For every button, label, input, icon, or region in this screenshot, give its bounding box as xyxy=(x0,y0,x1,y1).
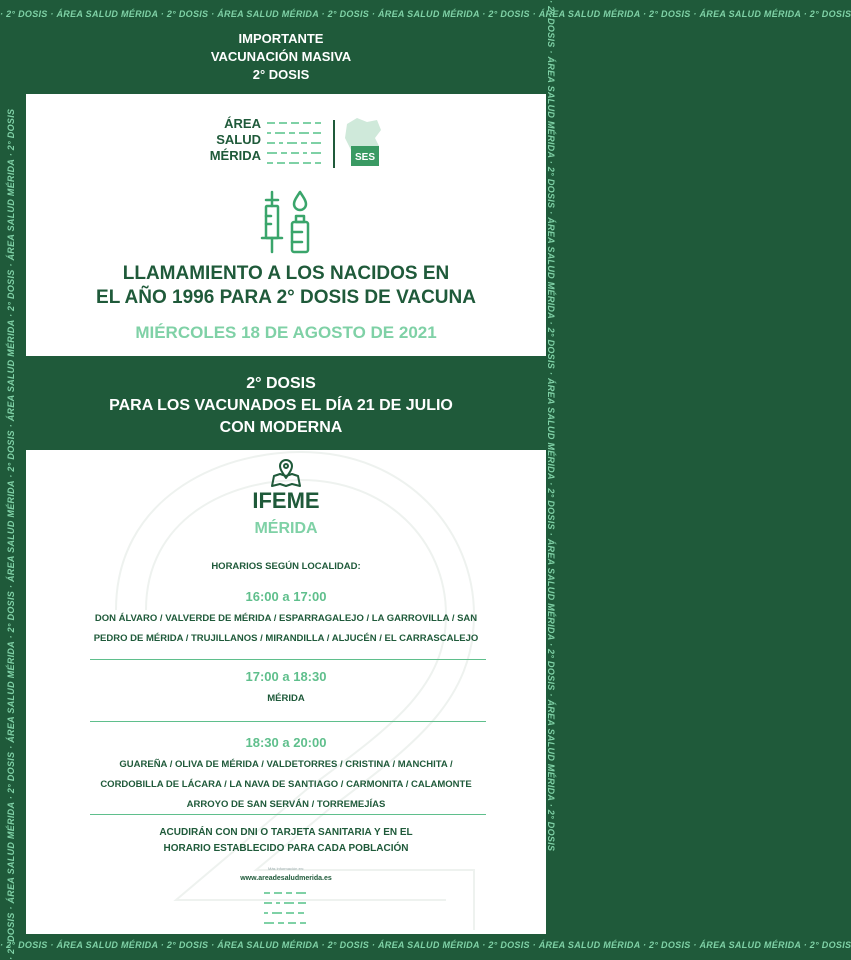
slot-towns-line: GUAREÑA / OLIVA DE MÉRIDA / VALDETORRES / CRISTINA / MANCHITA / xyxy=(119,759,453,770)
header-line-3: 2° DOSIS xyxy=(252,67,310,82)
logo-wordmark xyxy=(191,116,261,164)
announcement-panel xyxy=(26,94,546,356)
schedule-heading: HORARIOS SEGÚN LOCALIDAD: xyxy=(211,561,361,572)
ses-extremadura-logo xyxy=(341,116,387,168)
dots-pattern-icon xyxy=(264,890,308,930)
announcement-date: MIÉRCOLES 18 DE AGOSTO DE 2021 xyxy=(135,323,437,342)
slot-time: 17:00 a 18:30 xyxy=(245,669,327,684)
divider xyxy=(90,659,486,660)
slot-towns-line: MÉRIDA xyxy=(267,693,305,704)
slot-towns-line: DON ÁLVARO / VALVERDE DE MÉRIDA / ESPARRAGALEJO / LA GARROVILLA / SAN xyxy=(94,613,478,624)
time-slot xyxy=(46,588,526,649)
announcement-line-1: LLAMAMIENTO A LOS NACIDOS EN xyxy=(122,263,450,284)
announcement-title xyxy=(26,262,546,310)
border-right-text: · 2° DOSIS · ÁREA SALUD MÉRIDA · 2° DOSIS · ÁREA SALUD MÉRIDA · 2° DOSIS · ÁREA SALUD MÉRIDA · 2° DOSIS · ÁREA SALUD MÉRIDA · 2° DOSIS · ÁREA SALUD MÉRIDA · 2° DOSIS xyxy=(546,0,556,852)
slot-towns-line: CORDOBILLA DE LÁCARA / LA NAVA DE SANTIAGO / CARMONITA / CALAMONTE xyxy=(100,779,472,790)
band-line-3: CON MODERNA xyxy=(219,419,343,436)
note-line-1: ACUDIRÁN CON DNI O TARJETA SANITARIA Y EN EL xyxy=(159,827,413,838)
poster-header xyxy=(22,30,540,92)
schedule-panel xyxy=(26,450,546,934)
logo-line-3: MÉRIDA xyxy=(209,148,261,163)
dots-pattern-icon xyxy=(265,120,325,166)
more-info-label: Más información en: xyxy=(267,866,304,871)
divider xyxy=(90,814,486,815)
venue-name: IFEME xyxy=(252,488,320,513)
syringe-vial-icon xyxy=(258,190,318,258)
logo-divider xyxy=(333,120,335,168)
border-bottom-text: · 2° DOSIS · ÁREA SALUD MÉRIDA · 2° DOSIS · ÁREA SALUD MÉRIDA · 2° DOSIS · ÁREA SALUD MÉRIDA · 2° DOSIS · ÁREA SALUD MÉRIDA · 2° DOSIS · ÁREA SALUD MÉRIDA · 2° DOSIS xyxy=(0,940,851,950)
note-line-2: HORARIO ESTABLECIDO PARA CADA POBLACIÓN xyxy=(163,843,409,854)
divider xyxy=(90,721,486,722)
slot-towns xyxy=(46,755,526,815)
time-slot xyxy=(46,734,526,815)
slot-towns xyxy=(46,609,526,649)
slot-time: 18:30 a 20:00 xyxy=(245,735,327,750)
map-pin-icon xyxy=(270,458,302,488)
header-line-2: VACUNACIÓN MASIVA xyxy=(210,49,352,64)
header-line-1: IMPORTANTE xyxy=(238,31,324,46)
slot-time: 16:00 a 17:00 xyxy=(245,589,327,604)
slot-towns-line: ARROYO DE SAN SERVÁN / TORREMEJÍAS xyxy=(186,799,386,810)
border-left xyxy=(0,0,22,960)
band-line-1: 2° DOSIS xyxy=(246,375,316,392)
announcement-line-2: EL AÑO 1996 PARA 2° DOSIS DE VACUNA xyxy=(96,287,476,308)
website-link[interactable]: www.areadesaludmerida.es xyxy=(240,875,332,882)
band-line-2: PARA LOS VACUNADOS EL DÍA 21 DE JULIO xyxy=(109,397,453,414)
border-left-text: · 2° DOSIS · ÁREA SALUD MÉRIDA · 2° DOSIS · ÁREA SALUD MÉRIDA · 2° DOSIS · ÁREA SALUD MÉRIDA · 2° DOSIS · ÁREA SALUD MÉRIDA · 2° DOSIS · ÁREA SALUD MÉRIDA · 2° DOSIS xyxy=(6,108,16,960)
logo-line-1: ÁREA xyxy=(224,116,261,131)
slot-towns-line: PEDRO DE MÉRIDA / TRUJILLANOS / MIRANDILLA / ALJUCÉN / EL CARRASCALEJO xyxy=(93,633,479,644)
time-slot xyxy=(46,668,526,709)
requirements-note xyxy=(26,825,546,857)
venue-city: MÉRIDA xyxy=(254,520,318,537)
ses-label: SES xyxy=(354,152,376,163)
border-top-text: · 2° DOSIS · ÁREA SALUD MÉRIDA · 2° DOSIS · ÁREA SALUD MÉRIDA · 2° DOSIS · ÁREA SALUD MÉRIDA · 2° DOSIS · ÁREA SALUD MÉRIDA · 2° DOSIS · ÁREA SALUD MÉRIDA · 2° DOSIS xyxy=(0,9,851,19)
area-salud-logo xyxy=(191,116,391,172)
logo-line-2: SALUD xyxy=(216,132,261,147)
dose-band xyxy=(22,356,540,450)
slot-towns xyxy=(46,689,526,709)
